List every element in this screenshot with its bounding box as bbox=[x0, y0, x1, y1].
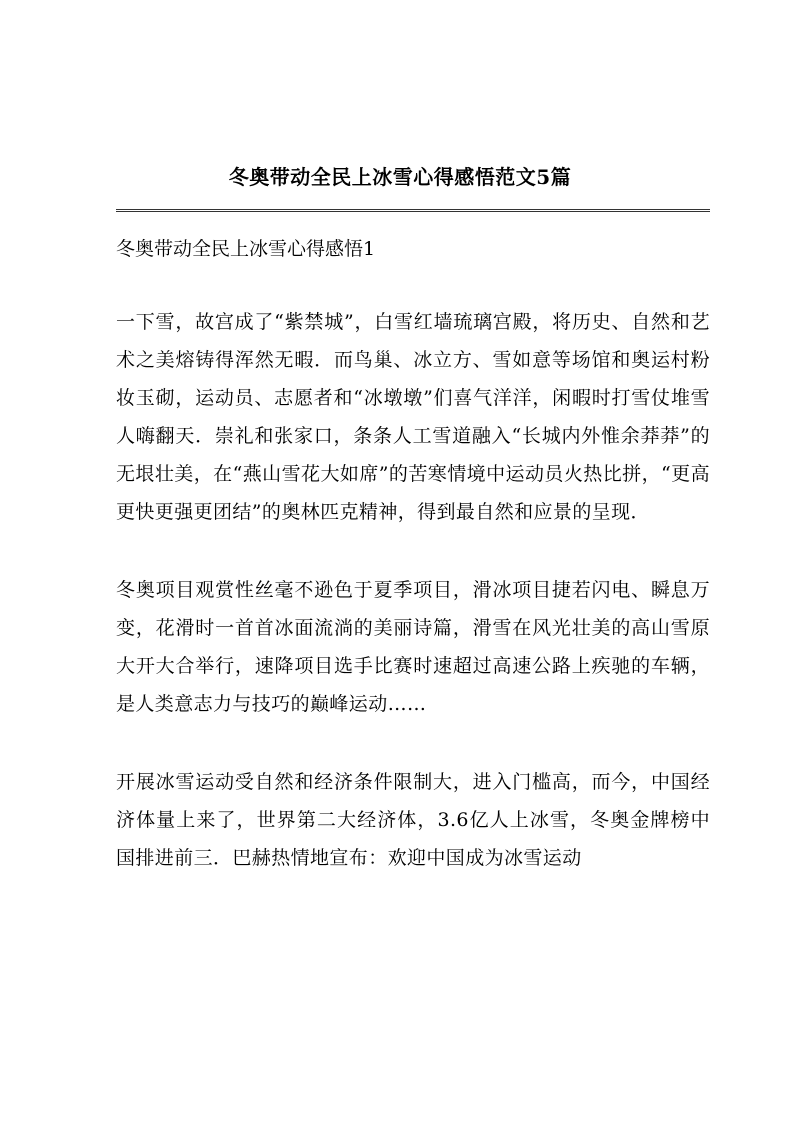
title-divider bbox=[116, 209, 710, 212]
document-title: 冬奥带动全民上冰雪心得感悟范文5篇 bbox=[228, 165, 572, 189]
document-body bbox=[116, 232, 710, 877]
paragraph-1: 一下雪，故宫成了“紫禁城”，白雪红墙琉璃宫殿，将历史、自然和艺术之美熔铸得浑然无暇．而鸟巢、冰立方、雪如意等场馆和奥运村粉妆玉砌，运动员、志愿者和“冰墩墩”们喜气洋洋，闲暇时打雪仗堆雪人嗨翻天．崇礼和张家口，条条人工雪道融入“长城内外惟余莽莽”的无垠壮美，在“燕山雪花大如席”的苦寒情境中运动员火热比拼，“更高更快更强更团结”的奥林匹克精神，得到最自然和应景的呈现． bbox=[116, 311, 710, 523]
paragraph-3: 开展冰雪运动受自然和经济条件限制大，进入门槛高，而今，中国经济体量上来了，世界第二大经济体，3.6亿人上冰雪，冬奥金牌榜中国排进前三．巴赫热情地宣布：欢迎中国成为冰雪运动 bbox=[116, 771, 710, 869]
paragraph-2: 冬奥项目观赏性丝毫不逊色于夏季项目，滑冰项目捷若闪电、瞬息万变，花滑时一首首冰面流淌的美丽诗篇，滑雪在风光壮美的高山雪原大开大合举行，速降项目选手比赛时速超过高速公路上疾驰的车辆，是人类意志力与技巧的巅峰运动…… bbox=[116, 579, 710, 715]
section-heading: 冬奥带动全民上冰雪心得感悟1 bbox=[116, 238, 376, 260]
